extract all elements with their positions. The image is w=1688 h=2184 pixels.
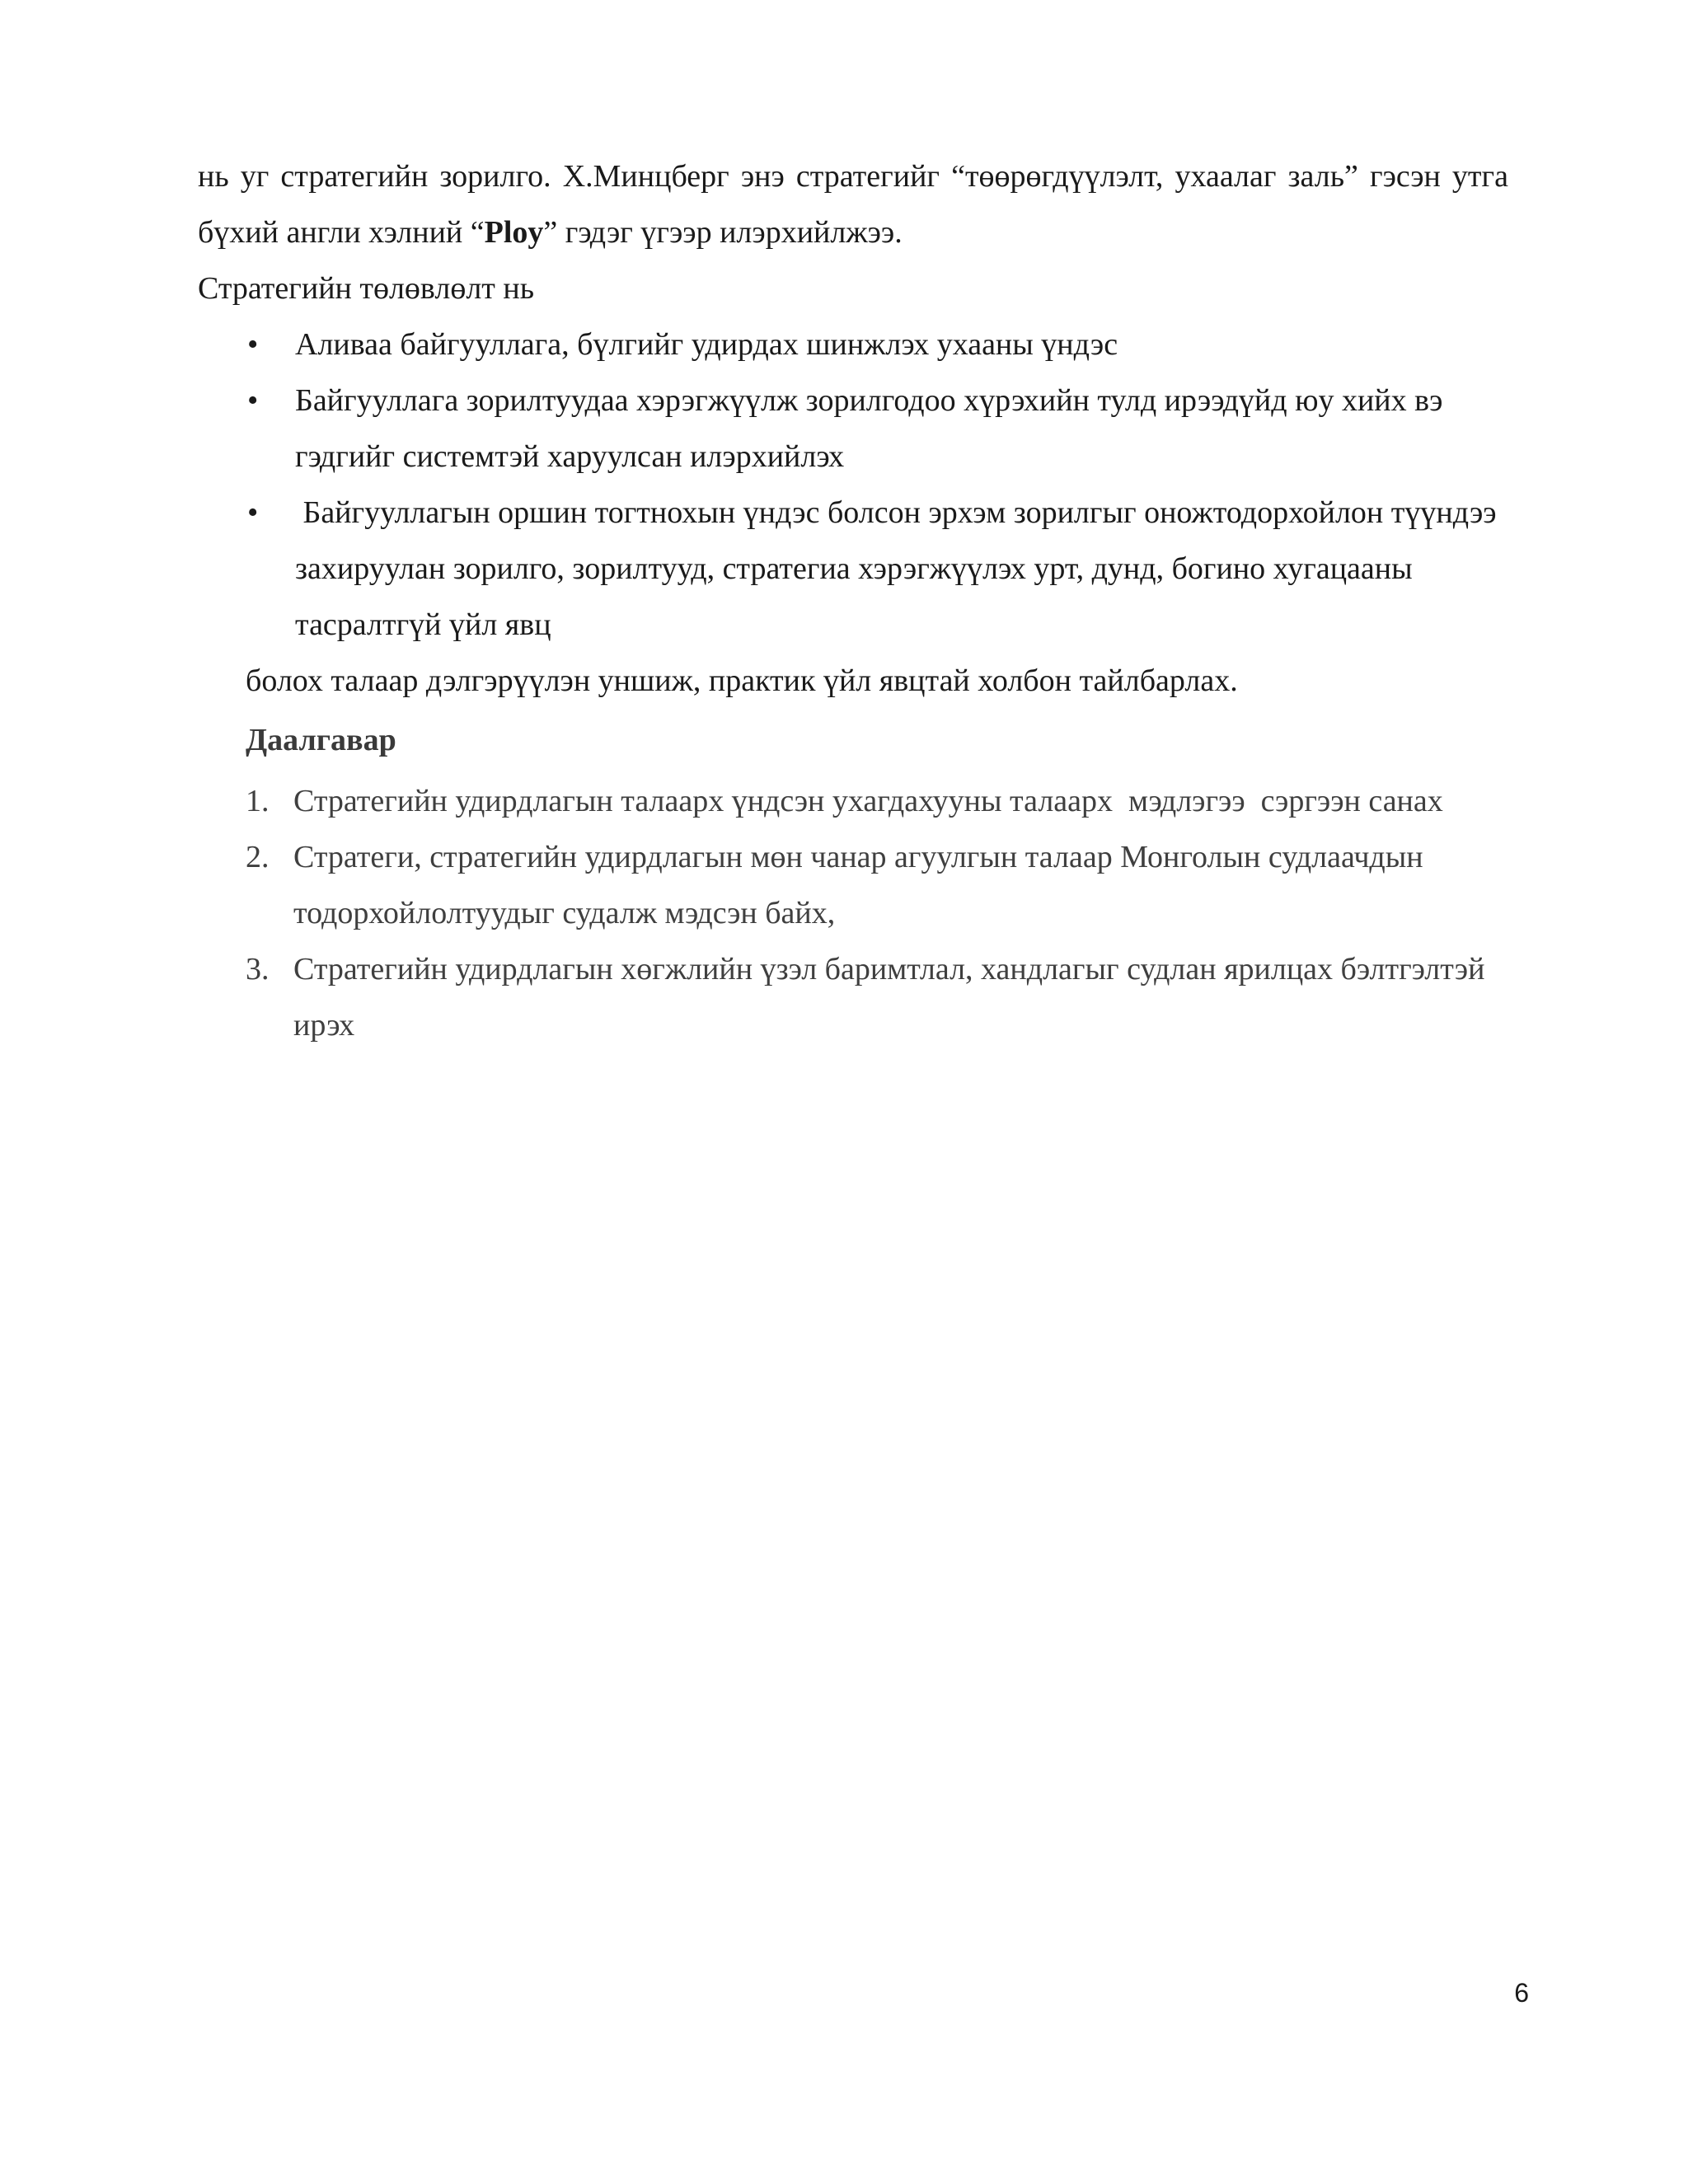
bullet-list-item (247, 373, 1517, 485)
task-text: Стратегийн удирдлагын хөгжлийн үзэл баримтлал, хандлагыг судлан ярилцах бэлтгэлтэй ирэх (293, 952, 1485, 1043)
bullet-text: Байгууллага зорилтуудаа хэрэгжүүлж зорилгодоо хүрэхийн тулд ирээдүйд юу хийх вэ гэдгийг системтэй харуулсан илэрхийлэх (295, 383, 1443, 474)
tasks-heading: Даалгавар (246, 723, 396, 757)
bullet-text: Аливаа байгууллага, бүлгийг удирдах шинжлэх ухааны үндэс (295, 327, 1118, 362)
task-number: 2. (246, 840, 270, 874)
bullet-list-item (247, 316, 1517, 373)
task-text: Стратеги, стратегийн удирдлагын мөн чанар агуулгын талаар Монголын судлаачдын тодорхойлолтуудыг судалж мэдсэн байх, (293, 840, 1423, 930)
task-text: Стратегийн удирдлагын талаарх үндсэн ухагдахууны талаарх мэдлэгээ сэргээн санах (293, 784, 1443, 818)
bullet-text: Байгууллагын оршин тогтнохын үндэс болсон эрхэм зорилгыг оножтодорхойлон түүндээ захируулан зорилго, зорилтууд, стратегиа хэрэгжүүлэх урт, дунд, богино хугацааны тасралтгүй үйл явц (295, 495, 1505, 642)
bullet-list-item (247, 485, 1517, 653)
task-number: 3. (246, 952, 270, 987)
paragraph-text-before: нь уг стратегийн зорилго. Х.Минцберг энэ стратегийг “төөрөгдүүлэлт, ухаалаг заль” гэсэн утга бүхий англи хэлний “ (198, 159, 1508, 250)
bullet-marker: • (247, 327, 259, 362)
task-number: 1. (246, 784, 270, 818)
task-list-item (246, 941, 1531, 1053)
paragraph-closing: болох талаар дэлгэрүүлэн уншиж, практик үйл явцтай холбон тайлбарлах. (246, 663, 1238, 698)
task-list-item (246, 829, 1531, 941)
page-number: 6 (1514, 1978, 1529, 2008)
bullet-marker: • (247, 495, 259, 530)
paragraph-mintzberg (198, 148, 1508, 260)
task-list-item (246, 773, 1531, 829)
paragraph-planning-intro: Стратегийн төлөвлөлт нь (198, 271, 535, 306)
bullet-marker: • (247, 383, 259, 418)
ploy-term: Ploy (484, 215, 544, 250)
paragraph-text-after: ” гэдэг үгээр илэрхийлжээ. (543, 215, 903, 250)
